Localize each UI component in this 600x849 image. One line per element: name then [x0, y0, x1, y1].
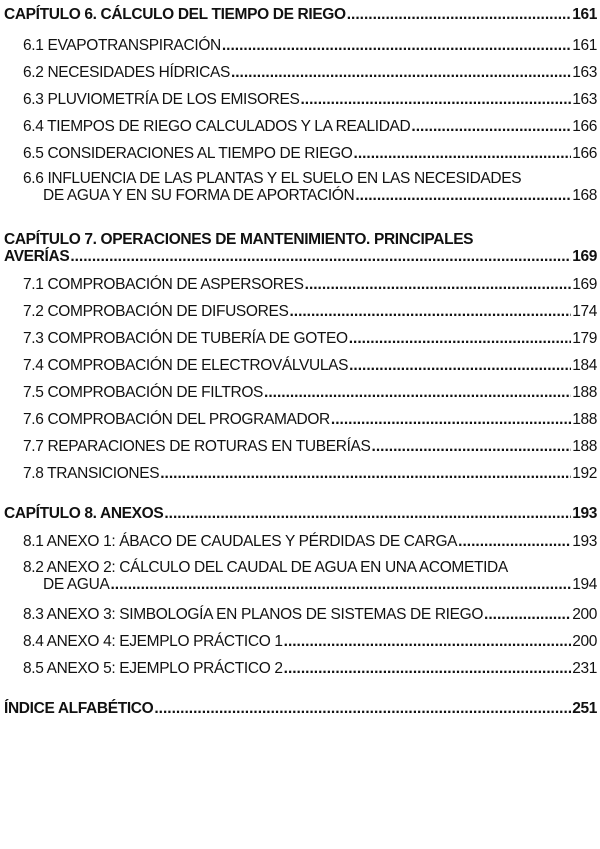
toc-entry-title: 7.8 TRANSICIONES: [23, 465, 160, 482]
dot-leader: [160, 465, 571, 482]
toc-page-number: 193: [572, 505, 597, 522]
dot-leader: [222, 37, 571, 54]
toc-entry-title: 6.1 EVAPOTRANSPIRACIÓN: [23, 37, 221, 54]
toc-entry-title: CAPÍTULO 6. CÁLCULO DEL TIEMPO DE RIEGO: [4, 6, 346, 23]
toc-section: [23, 170, 597, 204]
toc-page-number: 200: [572, 606, 597, 623]
toc-entry-title: 8.1 ANEXO 1: ÁBACO DE CAUDALES Y PÉRDIDAS DE CARGA: [23, 533, 458, 550]
dot-leader: [372, 438, 572, 455]
toc-page-number: 174: [572, 303, 597, 320]
toc-entry-title-line1: 6.6 INFLUENCIA DE LAS PLANTAS Y EL SUELO EN LAS NECESIDADES: [23, 170, 522, 187]
toc-section: [23, 411, 597, 428]
toc-page-number: 168: [572, 187, 597, 204]
dot-leader: [349, 357, 571, 374]
toc-page-number: 161: [572, 6, 597, 23]
toc-section: [23, 606, 597, 623]
toc-entry-title: 7.5 COMPROBACIÓN DE FILTROS: [23, 384, 264, 401]
toc-section: [23, 533, 597, 550]
toc-section: [23, 330, 597, 347]
dot-leader: [354, 145, 572, 162]
toc-page-number: 188: [572, 438, 597, 455]
toc-page-number: 194: [572, 576, 597, 593]
toc-entry-title: 7.6 COMPROBACIÓN DEL PROGRAMADOR: [23, 411, 330, 428]
dot-leader: [305, 276, 572, 293]
toc-entry-title: 8.5 ANEXO 5: EJEMPLO PRÁCTICO 2: [23, 660, 283, 677]
toc-page-number: 251: [572, 700, 597, 717]
toc-page-number: 179: [572, 330, 597, 347]
toc-entry-title: 7.1 COMPROBACIÓN DE ASPERSORES: [23, 276, 304, 293]
dot-leader: [284, 660, 572, 677]
toc-entry-title-line2-row: [23, 576, 597, 593]
toc-page-number: 188: [572, 411, 597, 428]
dot-leader: [355, 187, 571, 204]
toc-page-number: 166: [572, 145, 597, 162]
toc-section: [23, 37, 597, 54]
toc-entry-title: 7.7 REPARACIONES DE ROTURAS EN TUBERÍAS: [23, 438, 371, 455]
toc-page-number: 192: [572, 465, 597, 482]
dot-leader: [164, 505, 571, 522]
dot-leader: [289, 303, 571, 320]
toc-page-number: 169: [572, 248, 597, 265]
dot-leader: [284, 633, 572, 650]
toc-section: [23, 276, 597, 293]
toc-section: [23, 384, 597, 401]
toc-entry-title: CAPÍTULO 8. ANEXOS: [4, 505, 164, 522]
toc-entry-title-line2-row: [4, 248, 597, 265]
toc-entry-title: 7.3 COMPROBACIÓN DE TUBERÍA DE GOTEO: [23, 330, 348, 347]
toc-page-number: 193: [572, 533, 597, 550]
toc-entry-title: 6.5 CONSIDERACIONES AL TIEMPO DE RIEGO: [23, 145, 353, 162]
toc-section: [23, 633, 597, 650]
toc-section: [23, 438, 597, 455]
dot-leader: [264, 384, 571, 401]
dot-leader: [70, 248, 571, 265]
toc-entry-title: 7.4 COMPROBACIÓN DE ELECTROVÁLVULAS: [23, 357, 349, 374]
toc-page-number: 188: [572, 384, 597, 401]
toc-section: [23, 303, 597, 320]
toc-chapter: [4, 231, 597, 265]
toc-section: [23, 64, 597, 81]
dot-leader: [347, 6, 571, 23]
toc-page-number: 200: [572, 633, 597, 650]
toc-entry-title: 6.2 NECESIDADES HÍDRICAS: [23, 64, 230, 81]
toc-chapter: [4, 700, 597, 717]
dot-leader: [331, 411, 571, 428]
toc-entry-title: ÍNDICE ALFABÉTICO: [4, 700, 154, 717]
toc-page-number: 163: [572, 91, 597, 108]
toc-section: [23, 357, 597, 374]
toc-entry-title: 6.3 PLUVIOMETRÍA DE LOS EMISORES: [23, 91, 300, 108]
dot-leader: [484, 606, 571, 623]
toc-chapter: [4, 6, 597, 23]
toc-page-number: 169: [572, 276, 597, 293]
toc-section: [23, 660, 597, 677]
toc-entry-title-line1: CAPÍTULO 7. OPERACIONES DE MANTENIMIENTO. PRINCIPALES: [4, 231, 474, 248]
toc-section: [23, 118, 597, 135]
dot-leader: [154, 700, 571, 717]
toc-entry-title: 7.2 COMPROBACIÓN DE DIFUSORES: [23, 303, 289, 320]
dot-leader: [301, 91, 572, 108]
toc-page-number: 231: [572, 660, 597, 677]
dot-leader: [458, 533, 571, 550]
toc-entry-title-line1: 8.2 ANEXO 2: CÁLCULO DEL CAUDAL DE AGUA EN UNA ACOMETIDA: [23, 559, 508, 576]
toc-page-number: 184: [572, 357, 597, 374]
toc-page-number: 166: [572, 118, 597, 135]
toc-page-number: 163: [572, 64, 597, 81]
toc-section: [23, 559, 597, 593]
toc-entry-title-line2: DE AGUA: [43, 576, 110, 593]
dot-leader: [231, 64, 571, 81]
toc-entry-title: 8.4 ANEXO 4: EJEMPLO PRÁCTICO 1: [23, 633, 283, 650]
toc-chapter: [4, 505, 597, 522]
dot-leader: [110, 576, 571, 593]
toc-entry-title-line2: AVERÍAS: [4, 248, 70, 265]
toc-section: [23, 145, 597, 162]
toc-section: [23, 465, 597, 482]
toc-entry-title-line2: DE AGUA Y EN SU FORMA DE APORTACIÓN: [43, 187, 355, 204]
toc-page-number: 161: [572, 37, 597, 54]
toc-entry-title: 8.3 ANEXO 3: SIMBOLOGÍA EN PLANOS DE SISTEMAS DE RIEGO: [23, 606, 484, 623]
toc-section: [23, 91, 597, 108]
toc-entry-title-line2-row: [23, 187, 597, 204]
dot-leader: [411, 118, 571, 135]
dot-leader: [349, 330, 571, 347]
toc-entry-title: 6.4 TIEMPOS DE RIEGO CALCULADOS Y LA REALIDAD: [23, 118, 411, 135]
